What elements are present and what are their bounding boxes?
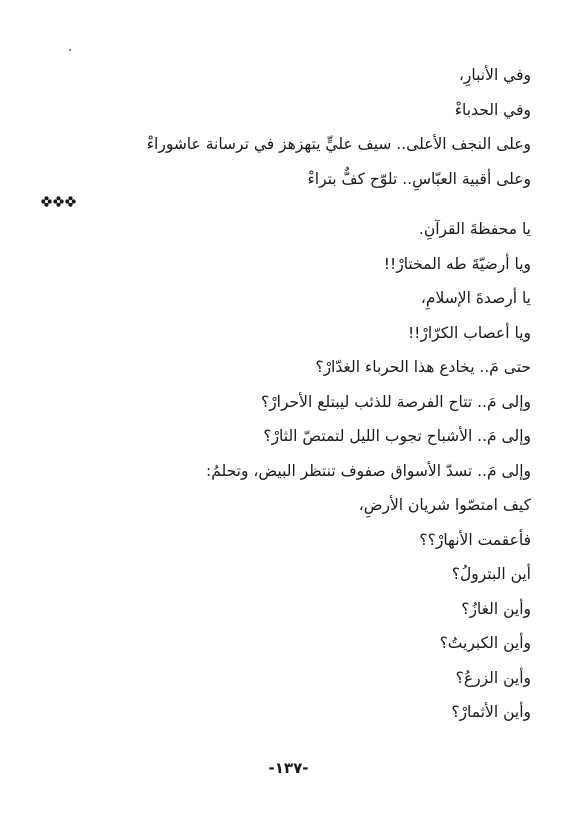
flower-icon — [65, 196, 76, 207]
poem-text — [41, 58, 531, 730]
poem-line: يا أرصدةَ الإسلامِ، — [420, 289, 531, 307]
poem-line: وأين الكبريتُ؟ — [439, 634, 531, 652]
poem-line: وإلى مَ.. تسدّ الأسواق صفوف تنتظر البيض، وتحلمُ: — [206, 461, 531, 480]
poem-line: وأين الغازُ؟ — [461, 599, 531, 618]
triple-flower-ornament-icon — [41, 196, 76, 212]
poem-line: كيف امتصّوا شريان الأرضِ، — [358, 496, 531, 514]
poem-line: فأعقمت الأنهارْ؟؟ — [419, 530, 531, 549]
poem-line: أين البترولُ؟ — [451, 565, 531, 583]
poem-line: يا محفظةَ القرآنِ. — [418, 220, 531, 238]
paper-speck — [69, 49, 71, 51]
poem-line: وإلى مَ.. تتاح الفرصة للذئب ليبتلع الأحرارْ؟ — [260, 392, 531, 411]
page-number: -١٣٧- — [268, 759, 309, 777]
poem-line: حتى مَ.. يخادع هذا الحرباء الغدّارْ؟ — [315, 358, 531, 376]
poem-line: وفي الحدباءْ — [454, 100, 531, 119]
flower-icon — [41, 196, 52, 207]
flower-icon — [53, 196, 64, 207]
section-ornament — [41, 196, 531, 212]
poem-line: وفي الأنبارِ، — [458, 66, 531, 84]
poem-line: وأين الزرعُ؟ — [455, 668, 531, 687]
poem-line: وإلى مَ.. الأشباح تجوب الليل لتمتصّ الثارْ؟ — [263, 427, 531, 445]
poem-line: ويا أعصاب الكرّارْ!! — [407, 323, 531, 342]
poem-line: ويا أرضيّةَ طه المختارْ!! — [383, 254, 531, 273]
poem-line: وأين الأثمارْ؟ — [451, 703, 531, 721]
poem-line: وعلى أقبية العبّاسِ.. تلوّح كفٌّ بتراءْ — [307, 169, 531, 188]
poem-line: وعلى النجف الأعلى.. سيف عليٍّ يتهزهز في ترسانة عاشوراءْ — [146, 135, 531, 153]
